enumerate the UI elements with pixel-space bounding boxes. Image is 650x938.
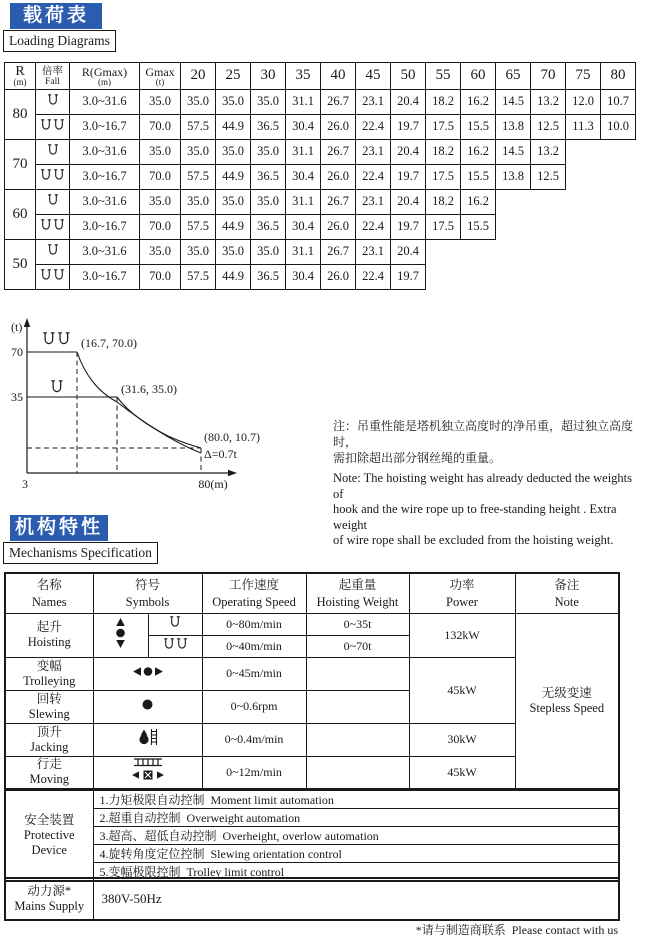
mech-power-trolleying: 45kW xyxy=(409,657,515,723)
mains-voltage-value: 380V-50Hz xyxy=(93,878,619,920)
chart-double-fall-icon xyxy=(43,333,69,344)
load-gmax-cell: 35.0 xyxy=(140,190,181,215)
load-value-cell: 36.5 xyxy=(251,165,286,190)
load-range-cell: 3.0~16.7 xyxy=(70,115,140,140)
mech-symbol-moving xyxy=(93,756,202,789)
mech-weight-trolleying xyxy=(306,657,409,690)
load-value-cell: 35.0 xyxy=(181,240,216,265)
fall-symbol-cell xyxy=(36,140,70,165)
double-fall-icon xyxy=(40,119,65,131)
col-speed-zh: 工作速度 xyxy=(229,577,280,592)
mech-note-cell: 无级变速 Stepless Speed xyxy=(515,613,619,789)
col-symbols-en: Symbols xyxy=(125,594,170,609)
radius-header: 70 xyxy=(531,63,566,90)
load-range-cell: 3.0~31.6 xyxy=(70,140,140,165)
fall-symbol-cell xyxy=(36,215,70,240)
moving-icon xyxy=(130,758,166,781)
mains-supply-label xyxy=(5,878,93,920)
load-value-cell: 30.4 xyxy=(286,165,321,190)
mech-power-jacking: 30kW xyxy=(409,723,515,756)
fall-symbol-cell xyxy=(36,115,70,140)
load-value-cell: 10.0 xyxy=(601,115,636,140)
load-col-gmax: Gmax (t) xyxy=(140,63,181,90)
load-value-cell: 30.4 xyxy=(286,115,321,140)
ytick-70: 70 xyxy=(11,345,23,359)
load-value-cell: 20.4 xyxy=(391,90,426,115)
load-value-cell: 23.1 xyxy=(356,190,391,215)
single-fall-icon xyxy=(47,144,59,156)
safety-device-label: 安全装置 Protective Device xyxy=(5,790,93,881)
single-fall-icon xyxy=(47,194,59,206)
load-value-cell: 35.0 xyxy=(181,90,216,115)
load-range-cell: 3.0~16.7 xyxy=(70,165,140,190)
load-value-cell: 35.0 xyxy=(251,240,286,265)
load-value-cell: 35.0 xyxy=(216,140,251,165)
mech-title-en: Mechanisms Specification xyxy=(3,542,158,564)
load-value-cell: 30.4 xyxy=(286,265,321,290)
load-col-fall: 倍率 Fall xyxy=(36,63,70,90)
load-gmax-cell: 70.0 xyxy=(140,215,181,240)
safety-item: 3.超高、超低自动控制 Overheight, overlow automation xyxy=(93,827,619,845)
load-gmax-cell: 70.0 xyxy=(140,115,181,140)
load-value-cell: 26.0 xyxy=(321,115,356,140)
radius-header: 45 xyxy=(356,63,391,90)
load-value-cell: 17.5 xyxy=(426,115,461,140)
load-value-cell: 13.8 xyxy=(496,165,531,190)
load-value-cell: 14.5 xyxy=(496,90,531,115)
load-value-cell: 30.4 xyxy=(286,215,321,240)
mech-weight-moving xyxy=(306,756,409,789)
load-value-cell: 13.2 xyxy=(531,140,566,165)
load-title-zh: 载荷表 xyxy=(10,3,102,29)
load-value-cell: 11.3 xyxy=(566,115,601,140)
point-label-2: (31.6, 35.0) xyxy=(121,382,177,396)
load-value-cell: 35.0 xyxy=(251,190,286,215)
mech-speed-jacking: 0~0.4m/min xyxy=(202,723,306,756)
load-value-cell: 12.5 xyxy=(531,115,566,140)
load-value-cell: 44.9 xyxy=(216,215,251,240)
load-col-rgmax: R(Gmax) (m) xyxy=(70,63,140,90)
load-value-cell: 26.7 xyxy=(321,190,356,215)
load-gmax-cell: 70.0 xyxy=(140,165,181,190)
load-value-cell: 20.4 xyxy=(391,190,426,215)
mech-weight-hoisting-single: 0~35t xyxy=(306,613,409,635)
load-value-cell: 14.5 xyxy=(496,140,531,165)
load-value-cell: 31.1 xyxy=(286,140,321,165)
load-value-cell: 16.2 xyxy=(461,90,496,115)
load-value-cell: 26.0 xyxy=(321,215,356,240)
load-value-cell: 17.5 xyxy=(426,165,461,190)
mech-symbol-hoisting xyxy=(93,613,148,657)
load-value-cell: 36.5 xyxy=(251,115,286,140)
mech-power-hoisting: 132kW xyxy=(409,613,515,657)
mech-section-header xyxy=(3,515,158,564)
mech-name-slewing: 回转 Slewing xyxy=(5,690,93,723)
load-value-cell: 26.7 xyxy=(321,240,356,265)
load-value-cell: 31.1 xyxy=(286,90,321,115)
load-value-cell: 16.2 xyxy=(461,190,496,215)
load-value-cell: 13.2 xyxy=(531,90,566,115)
load-spacer xyxy=(566,165,636,190)
load-gmax-cell: 35.0 xyxy=(140,140,181,165)
load-value-cell: 18.2 xyxy=(426,140,461,165)
double-fall-icon xyxy=(40,219,65,231)
mech-speed-hoisting-single: 0~80m/min xyxy=(202,613,306,635)
load-value-cell: 22.4 xyxy=(356,165,391,190)
point-label-1: (16.7, 70.0) xyxy=(81,336,137,350)
load-r-value: 70 xyxy=(5,140,36,190)
load-value-cell: 18.2 xyxy=(426,90,461,115)
point-label-3: (80.0, 10.7) xyxy=(204,430,260,444)
curve-four-fall xyxy=(77,352,201,453)
col-weight xyxy=(306,573,409,613)
load-value-cell: 19.7 xyxy=(391,165,426,190)
safety-devices-table xyxy=(4,789,620,882)
load-spacer xyxy=(566,140,636,165)
radius-header: 65 xyxy=(496,63,531,90)
mechanisms-table xyxy=(4,572,620,790)
fall-symbol-cell xyxy=(36,240,70,265)
radius-header: 30 xyxy=(251,63,286,90)
load-limit-lines xyxy=(27,352,117,397)
load-value-cell: 35.0 xyxy=(251,140,286,165)
footer-contact-note: *请与制造商联系 Please contact with us xyxy=(415,923,618,937)
mech-weight-jacking xyxy=(306,723,409,756)
load-value-cell: 22.4 xyxy=(356,215,391,240)
load-range-cell: 3.0~31.6 xyxy=(70,190,140,215)
safety-item: 2.超重自动控制 Overweight automation xyxy=(93,809,619,827)
load-spacer xyxy=(426,240,636,265)
load-value-cell: 35.0 xyxy=(216,190,251,215)
radius-header: 35 xyxy=(286,63,321,90)
col-symbols xyxy=(93,573,202,613)
load-r-value: 80 xyxy=(5,90,36,140)
load-value-cell: 19.7 xyxy=(391,265,426,290)
load-value-cell: 57.5 xyxy=(181,215,216,240)
trolley-arrows-icon xyxy=(133,665,163,678)
mech-name-jacking: 顶升 Jacking xyxy=(5,723,93,756)
mech-symbol-slewing xyxy=(93,690,202,723)
ytick-35: 35 xyxy=(11,390,23,404)
fall-symbol-cell xyxy=(36,165,70,190)
load-r-value: 60 xyxy=(5,190,36,240)
load-value-cell: 19.7 xyxy=(391,215,426,240)
col-speed xyxy=(202,573,306,613)
load-value-cell: 10.7 xyxy=(601,90,636,115)
col-weight-en: Hoisting Weight xyxy=(316,594,399,609)
load-gmax-cell: 35.0 xyxy=(140,90,181,115)
hoist-arrows-icon xyxy=(114,618,127,648)
load-value-cell: 23.1 xyxy=(356,140,391,165)
mech-weight-slewing xyxy=(306,690,409,723)
fall-symbol-cell xyxy=(36,190,70,215)
load-range-cell: 3.0~16.7 xyxy=(70,215,140,240)
radius-header: 80 xyxy=(601,63,636,90)
load-value-cell: 57.5 xyxy=(181,265,216,290)
load-range-cell: 3.0~31.6 xyxy=(70,240,140,265)
note-zh-line1: 注：吊重性能是塔机独立高度时的净吊重，超过独立高度时， xyxy=(333,419,634,449)
mech-name-moving: 行走 Moving xyxy=(5,756,93,789)
fall-symbol-cell xyxy=(36,90,70,115)
radius-header: 40 xyxy=(321,63,356,90)
load-gmax-cell: 70.0 xyxy=(140,265,181,290)
mains-label-en: Mains Supply xyxy=(14,899,85,913)
slewing-circle-icon xyxy=(141,698,154,711)
load-value-cell: 57.5 xyxy=(181,115,216,140)
mech-name-trolleying: 变幅 Trolleying xyxy=(5,657,93,690)
load-spacer xyxy=(426,265,636,290)
load-value-cell: 15.5 xyxy=(461,115,496,140)
col-note-en: Note xyxy=(554,594,579,609)
radius-header: 20 xyxy=(181,63,216,90)
mains-label-zh: 动力源* xyxy=(27,884,72,898)
note-zh-line2: 需扣除超出部分钢丝绳的重量。 xyxy=(333,451,502,465)
load-curves xyxy=(77,352,201,453)
double-fall-icon xyxy=(40,169,65,181)
load-range-cell: 3.0~31.6 xyxy=(70,90,140,115)
safety-item: 5.变幅极限控制 Trolley limit control xyxy=(93,863,619,882)
safety-item: 4.旋转角度定位控制 Slewing orientation control xyxy=(93,845,619,863)
mech-symbol-trolleying xyxy=(93,657,202,690)
radius-header: 50 xyxy=(391,63,426,90)
load-value-cell: 36.5 xyxy=(251,215,286,240)
mech-speed-trolleying: 0~45m/min xyxy=(202,657,306,690)
load-value-cell: 44.9 xyxy=(216,115,251,140)
load-value-cell: 35.0 xyxy=(251,90,286,115)
delta-label: Δ=0.7t xyxy=(204,447,237,461)
mech-power-moving: 45kW xyxy=(409,756,515,789)
y-axis-unit: (t) xyxy=(11,320,23,334)
mech-name-hoisting: 起升 Hoisting xyxy=(5,613,93,657)
single-fall-icon xyxy=(169,616,181,628)
load-value-cell: 26.0 xyxy=(321,265,356,290)
load-value-cell: 44.9 xyxy=(216,265,251,290)
load-value-cell: 26.0 xyxy=(321,165,356,190)
mains-supply-table xyxy=(4,877,620,921)
radius-header: 60 xyxy=(461,63,496,90)
col-names-zh: 名称 xyxy=(36,577,62,592)
xtick-end: 80(m) xyxy=(198,477,228,491)
radius-header: 25 xyxy=(216,63,251,90)
mech-speed-moving: 0~12m/min xyxy=(202,756,306,789)
load-value-cell: 12.0 xyxy=(566,90,601,115)
load-value-cell: 22.4 xyxy=(356,115,391,140)
load-value-cell: 20.4 xyxy=(391,140,426,165)
x-axis-arrow-icon xyxy=(228,470,237,476)
single-fall-icon xyxy=(47,244,59,256)
note-en-line2: hook and the wire rope up to free-standing height . Extra weight xyxy=(333,502,617,532)
col-speed-en: Operating Speed xyxy=(212,594,296,609)
col-weight-zh: 起重量 xyxy=(338,577,377,592)
load-value-cell: 35.0 xyxy=(216,240,251,265)
load-value-cell: 18.2 xyxy=(426,190,461,215)
mech-fall-single xyxy=(148,613,202,635)
load-spacer xyxy=(496,190,636,215)
single-fall-icon xyxy=(47,94,59,106)
col-note-zh: 备注 xyxy=(554,577,580,592)
load-value-cell: 31.1 xyxy=(286,240,321,265)
col-symbols-zh: 符号 xyxy=(135,577,161,592)
load-value-cell: 15.5 xyxy=(461,215,496,240)
mech-title-zh: 机构特性 xyxy=(10,515,108,541)
fall-symbol-cell xyxy=(36,265,70,290)
load-value-cell: 16.2 xyxy=(461,140,496,165)
load-value-cell: 35.0 xyxy=(181,190,216,215)
col-power xyxy=(409,573,515,613)
load-title-en: Loading Diagrams xyxy=(3,30,116,52)
note-en-line3: of wire rope shall be excluded from the hoisting weight. xyxy=(333,533,614,547)
load-value-cell: 17.5 xyxy=(426,215,461,240)
chart-single-fall-icon xyxy=(51,381,62,392)
load-section-header xyxy=(3,3,116,52)
load-value-cell: 22.4 xyxy=(356,265,391,290)
radius-header: 55 xyxy=(426,63,461,90)
mech-speed-slewing: 0~0.6rpm xyxy=(202,690,306,723)
col-power-zh: 功率 xyxy=(449,577,475,592)
load-value-cell: 31.1 xyxy=(286,190,321,215)
y-axis-arrow-icon xyxy=(24,318,30,327)
safety-item: 1.力矩极限自动控制 Moment limit automation xyxy=(93,790,619,809)
load-value-cell: 35.0 xyxy=(181,140,216,165)
load-r-value: 50 xyxy=(5,240,36,290)
load-value-cell: 36.5 xyxy=(251,265,286,290)
mech-symbol-jacking xyxy=(93,723,202,756)
col-names xyxy=(5,573,93,613)
load-value-cell: 15.5 xyxy=(461,165,496,190)
double-fall-icon xyxy=(163,638,188,650)
mech-fall-double xyxy=(148,635,202,657)
load-value-cell: 26.7 xyxy=(321,90,356,115)
notes-block xyxy=(333,418,645,549)
load-value-cell: 44.9 xyxy=(216,165,251,190)
col-note xyxy=(515,573,619,613)
load-value-cell: 13.8 xyxy=(496,115,531,140)
load-value-cell: 23.1 xyxy=(356,240,391,265)
load-value-cell: 20.4 xyxy=(391,240,426,265)
loading-diagram-table xyxy=(4,62,636,290)
load-spacer xyxy=(496,215,636,240)
mech-speed-hoisting-double: 0~40m/min xyxy=(202,635,306,657)
col-power-en: Power xyxy=(446,594,478,609)
mech-weight-hoisting-double: 0~70t xyxy=(306,635,409,657)
load-col-r: R (m) xyxy=(5,63,36,90)
col-names-en: Names xyxy=(31,594,67,609)
curve-two-fall xyxy=(117,397,201,448)
dashed-guides xyxy=(27,352,201,473)
load-value-cell: 12.5 xyxy=(531,165,566,190)
xtick-origin: 3 xyxy=(22,477,28,491)
load-value-cell: 57.5 xyxy=(181,165,216,190)
load-range-cell: 3.0~16.7 xyxy=(70,265,140,290)
load-value-cell: 19.7 xyxy=(391,115,426,140)
double-fall-icon xyxy=(40,269,65,281)
radius-header: 75 xyxy=(566,63,601,90)
note-en-line1: Note: The hoisting weight has already deducted the weights of xyxy=(333,471,632,501)
load-value-cell: 26.7 xyxy=(321,140,356,165)
jacking-icon xyxy=(137,728,158,746)
load-value-cell: 35.0 xyxy=(216,90,251,115)
load-value-cell: 23.1 xyxy=(356,90,391,115)
load-gmax-cell: 35.0 xyxy=(140,240,181,265)
load-curve-chart xyxy=(8,312,308,512)
